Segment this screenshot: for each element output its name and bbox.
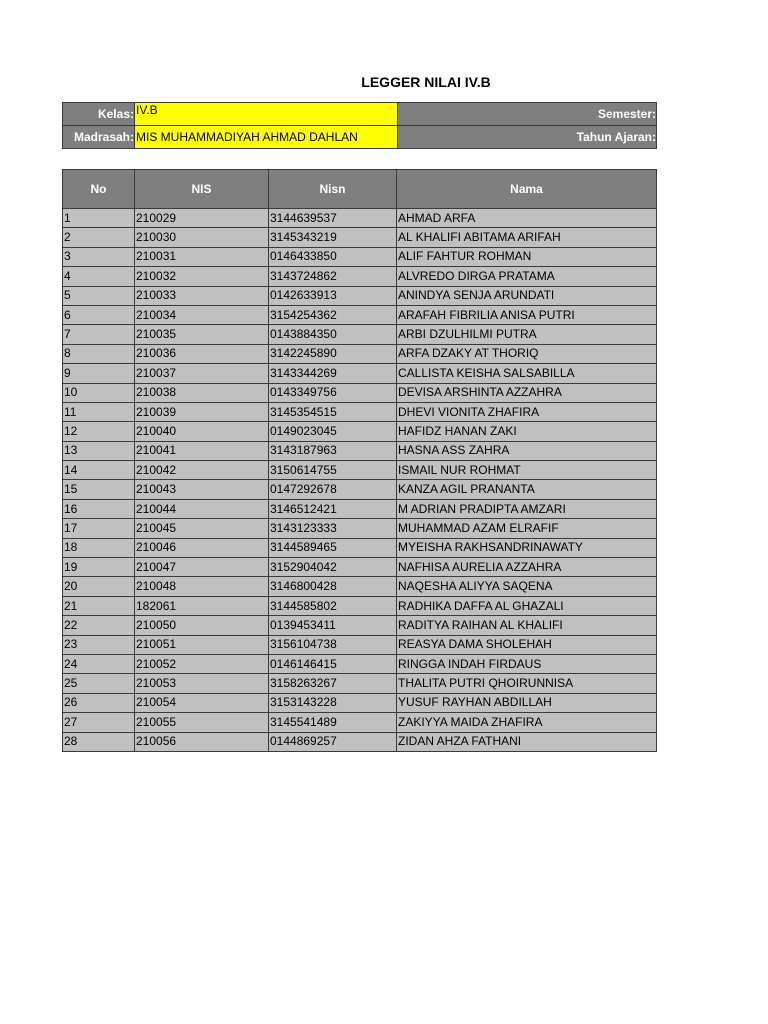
table-row — [63, 538, 657, 557]
cell-nama[interactable]: KANZA AGIL PRANANTA — [397, 480, 657, 499]
cell-nama[interactable]: DEVISA ARSHINTA AZZAHRA — [397, 383, 657, 402]
table-row — [63, 577, 657, 596]
table-row — [63, 461, 657, 480]
table-row — [63, 247, 657, 266]
cell-nis[interactable]: 210041 — [135, 441, 269, 460]
table-row — [63, 674, 657, 693]
cell-nisn[interactable]: 3144589465 — [269, 538, 397, 557]
cell-nisn[interactable]: 0144869257 — [269, 732, 397, 751]
cell-nis[interactable]: 210047 — [135, 558, 269, 577]
cell-nisn[interactable]: 0139453411 — [269, 616, 397, 635]
kelas-label: Kelas: — [63, 103, 135, 126]
tahun-ajaran-label: Tahun Ajaran: — [398, 126, 657, 149]
table-row — [63, 209, 657, 228]
cell-no[interactable]: 3 — [63, 247, 135, 266]
cell-no[interactable]: 27 — [63, 713, 135, 732]
header-nisn[interactable]: Nisn — [269, 170, 397, 209]
cell-nisn[interactable]: 3153143228 — [269, 693, 397, 712]
cell-nisn[interactable]: 3156104738 — [269, 635, 397, 654]
cell-no[interactable]: 10 — [63, 383, 135, 402]
cell-nis[interactable]: 210034 — [135, 305, 269, 324]
cell-nama[interactable]: MUHAMMAD AZAM ELRAFIF — [397, 519, 657, 538]
table-row — [63, 441, 657, 460]
table-row — [63, 732, 657, 751]
semester-label: Semester: — [398, 103, 657, 126]
cell-nisn[interactable]: 3144639537 — [269, 209, 397, 228]
cell-nama[interactable]: DHEVI VIONITA ZHAFIRA — [397, 402, 657, 421]
cell-nis[interactable]: 210035 — [135, 325, 269, 344]
cell-no[interactable]: 25 — [63, 674, 135, 693]
cell-nisn[interactable]: 0143349756 — [269, 383, 397, 402]
cell-nama[interactable]: ARFA DZAKY AT THORIQ — [397, 344, 657, 363]
cell-nisn[interactable]: 3145343219 — [269, 228, 397, 247]
cell-nama[interactable]: HAFIDZ HANAN ZAKI — [397, 422, 657, 441]
cell-nis[interactable]: 210050 — [135, 616, 269, 635]
table-row — [63, 713, 657, 732]
table-row — [63, 267, 657, 286]
table-row — [63, 480, 657, 499]
cell-nama[interactable]: M ADRIAN PRADIPTA AMZARI — [397, 499, 657, 518]
cell-nama[interactable]: RINGGA INDAH FIRDAUS — [397, 654, 657, 673]
cell-no[interactable]: 18 — [63, 538, 135, 557]
cell-no[interactable]: 15 — [63, 480, 135, 499]
header-nama[interactable]: Nama — [397, 170, 657, 209]
cell-nama[interactable]: ISMAIL NUR ROHMAT — [397, 461, 657, 480]
cell-nisn[interactable]: 3150614755 — [269, 461, 397, 480]
cell-nis[interactable]: 210045 — [135, 519, 269, 538]
cell-nama[interactable]: ARAFAH FIBRILIA ANISA PUTRI — [397, 305, 657, 324]
cell-nis[interactable]: 210046 — [135, 538, 269, 557]
header-nis[interactable]: NIS — [135, 170, 269, 209]
cell-no[interactable]: 20 — [63, 577, 135, 596]
page-title: LEGGER NILAI IV.B — [361, 74, 491, 90]
cell-nis[interactable]: 210048 — [135, 577, 269, 596]
cell-nis[interactable]: 210033 — [135, 286, 269, 305]
cell-no[interactable]: 24 — [63, 654, 135, 673]
cell-nisn[interactable]: 3146800428 — [269, 577, 397, 596]
cell-nis[interactable]: 210054 — [135, 693, 269, 712]
cell-nis[interactable]: 210029 — [135, 209, 269, 228]
table-row — [63, 422, 657, 441]
cell-no[interactable]: 23 — [63, 635, 135, 654]
kelas-row — [63, 103, 657, 126]
table-header-row — [63, 170, 657, 209]
table-row — [63, 499, 657, 518]
cell-nama[interactable]: ARBI DZULHILMI PUTRA — [397, 325, 657, 344]
table-row — [63, 305, 657, 324]
cell-nisn[interactable]: 0149023045 — [269, 422, 397, 441]
student-table — [62, 169, 657, 752]
cell-nisn[interactable]: 3152904042 — [269, 558, 397, 577]
cell-nisn[interactable]: 0143884350 — [269, 325, 397, 344]
cell-nis[interactable]: 210036 — [135, 344, 269, 363]
cell-nisn[interactable]: 3145354515 — [269, 402, 397, 421]
header-no[interactable]: No — [63, 170, 135, 209]
cell-no[interactable]: 14 — [63, 461, 135, 480]
cell-nisn[interactable]: 0142633913 — [269, 286, 397, 305]
table-row — [63, 364, 657, 383]
cell-nama[interactable]: NAQESHA ALIYYA SAQENA — [397, 577, 657, 596]
kelas-value[interactable]: IV.B — [135, 103, 398, 126]
cell-no[interactable]: 16 — [63, 499, 135, 518]
cell-no[interactable]: 7 — [63, 325, 135, 344]
cell-nama[interactable]: YUSUF RAYHAN ABDILLAH — [397, 693, 657, 712]
cell-no[interactable]: 13 — [63, 441, 135, 460]
cell-nis[interactable]: 210043 — [135, 480, 269, 499]
cell-nama[interactable]: RADHIKA DAFFA AL GHAZALI — [397, 596, 657, 615]
cell-no[interactable]: 6 — [63, 305, 135, 324]
cell-nis[interactable]: 210052 — [135, 654, 269, 673]
cell-nama[interactable]: ZAKIYYA MAIDA ZHAFIRA — [397, 713, 657, 732]
cell-nama[interactable]: HASNA ASS ZAHRA — [397, 441, 657, 460]
cell-nisn[interactable]: 3143344269 — [269, 364, 397, 383]
cell-no[interactable]: 19 — [63, 558, 135, 577]
cell-nisn[interactable]: 3158263267 — [269, 674, 397, 693]
table-row — [63, 344, 657, 363]
cell-nis[interactable]: 210053 — [135, 674, 269, 693]
cell-nisn[interactable]: 3143123333 — [269, 519, 397, 538]
cell-no[interactable]: 22 — [63, 616, 135, 635]
cell-nis[interactable]: 210032 — [135, 267, 269, 286]
cell-nisn[interactable]: 0146433850 — [269, 247, 397, 266]
cell-no[interactable]: 28 — [63, 732, 135, 751]
info-table — [62, 102, 657, 149]
table-row — [63, 228, 657, 247]
cell-nama[interactable]: ZIDAN AHZA FATHANI — [397, 732, 657, 751]
table-row — [63, 654, 657, 673]
cell-nisn[interactable]: 3145541489 — [269, 713, 397, 732]
cell-nisn[interactable]: 0147292678 — [269, 480, 397, 499]
table-row — [63, 402, 657, 421]
cell-nisn[interactable]: 3144585802 — [269, 596, 397, 615]
cell-nis[interactable]: 182061 — [135, 596, 269, 615]
cell-no[interactable]: 4 — [63, 267, 135, 286]
cell-nama[interactable]: NAFHISA AURELIA AZZAHRA — [397, 558, 657, 577]
madrasah-row — [63, 126, 657, 149]
cell-no[interactable]: 21 — [63, 596, 135, 615]
cell-nama[interactable]: THALITA PUTRI QHOIRUNNISA — [397, 674, 657, 693]
cell-nama[interactable]: AHMAD ARFA — [397, 209, 657, 228]
cell-nama[interactable]: CALLISTA KEISHA SALSABILLA — [397, 364, 657, 383]
cell-nama[interactable]: ALVREDO DIRGA PRATAMA — [397, 267, 657, 286]
table-row — [63, 693, 657, 712]
madrasah-label: Madrasah: — [63, 126, 135, 149]
cell-no[interactable]: 8 — [63, 344, 135, 363]
cell-nis[interactable]: 210051 — [135, 635, 269, 654]
cell-no[interactable]: 17 — [63, 519, 135, 538]
table-row — [63, 325, 657, 344]
cell-nama[interactable]: RADITYA RAIHAN AL KHALIFI — [397, 616, 657, 635]
cell-nama[interactable]: AL KHALIFI ABITAMA ARIFAH — [397, 228, 657, 247]
cell-nis[interactable]: 210040 — [135, 422, 269, 441]
cell-nis[interactable]: 210056 — [135, 732, 269, 751]
cell-no[interactable]: 1 — [63, 209, 135, 228]
cell-nis[interactable]: 210039 — [135, 402, 269, 421]
cell-nama[interactable]: ALIF FAHTUR ROHMAN — [397, 247, 657, 266]
cell-nisn[interactable]: 3154254362 — [269, 305, 397, 324]
cell-nisn[interactable]: 3146512421 — [269, 499, 397, 518]
cell-nis[interactable]: 210044 — [135, 499, 269, 518]
cell-nis[interactable]: 210037 — [135, 364, 269, 383]
table-row — [63, 558, 657, 577]
cell-nama[interactable]: ANINDYA SENJA ARUNDATI — [397, 286, 657, 305]
cell-no[interactable]: 9 — [63, 364, 135, 383]
table-row — [63, 616, 657, 635]
cell-nama[interactable]: MYEISHA RAKHSANDRINAWATY — [397, 538, 657, 557]
madrasah-value[interactable]: MIS MUHAMMADIYAH AHMAD DAHLAN — [135, 126, 398, 149]
table-row — [63, 519, 657, 538]
table-row — [63, 383, 657, 402]
cell-nis[interactable]: 210031 — [135, 247, 269, 266]
table-row — [63, 286, 657, 305]
cell-nisn[interactable]: 3143187963 — [269, 441, 397, 460]
cell-no[interactable]: 5 — [63, 286, 135, 305]
cell-nis[interactable]: 210030 — [135, 228, 269, 247]
cell-nama[interactable]: REASYA DAMA SHOLEHAH — [397, 635, 657, 654]
cell-no[interactable]: 11 — [63, 402, 135, 421]
table-row — [63, 635, 657, 654]
cell-no[interactable]: 26 — [63, 693, 135, 712]
cell-nis[interactable]: 210055 — [135, 713, 269, 732]
cell-no[interactable]: 12 — [63, 422, 135, 441]
cell-nis[interactable]: 210042 — [135, 461, 269, 480]
cell-no[interactable]: 2 — [63, 228, 135, 247]
cell-nisn[interactable]: 3143724862 — [269, 267, 397, 286]
cell-nisn[interactable]: 0146146415 — [269, 654, 397, 673]
cell-nis[interactable]: 210038 — [135, 383, 269, 402]
table-row — [63, 596, 657, 615]
cell-nisn[interactable]: 3142245890 — [269, 344, 397, 363]
